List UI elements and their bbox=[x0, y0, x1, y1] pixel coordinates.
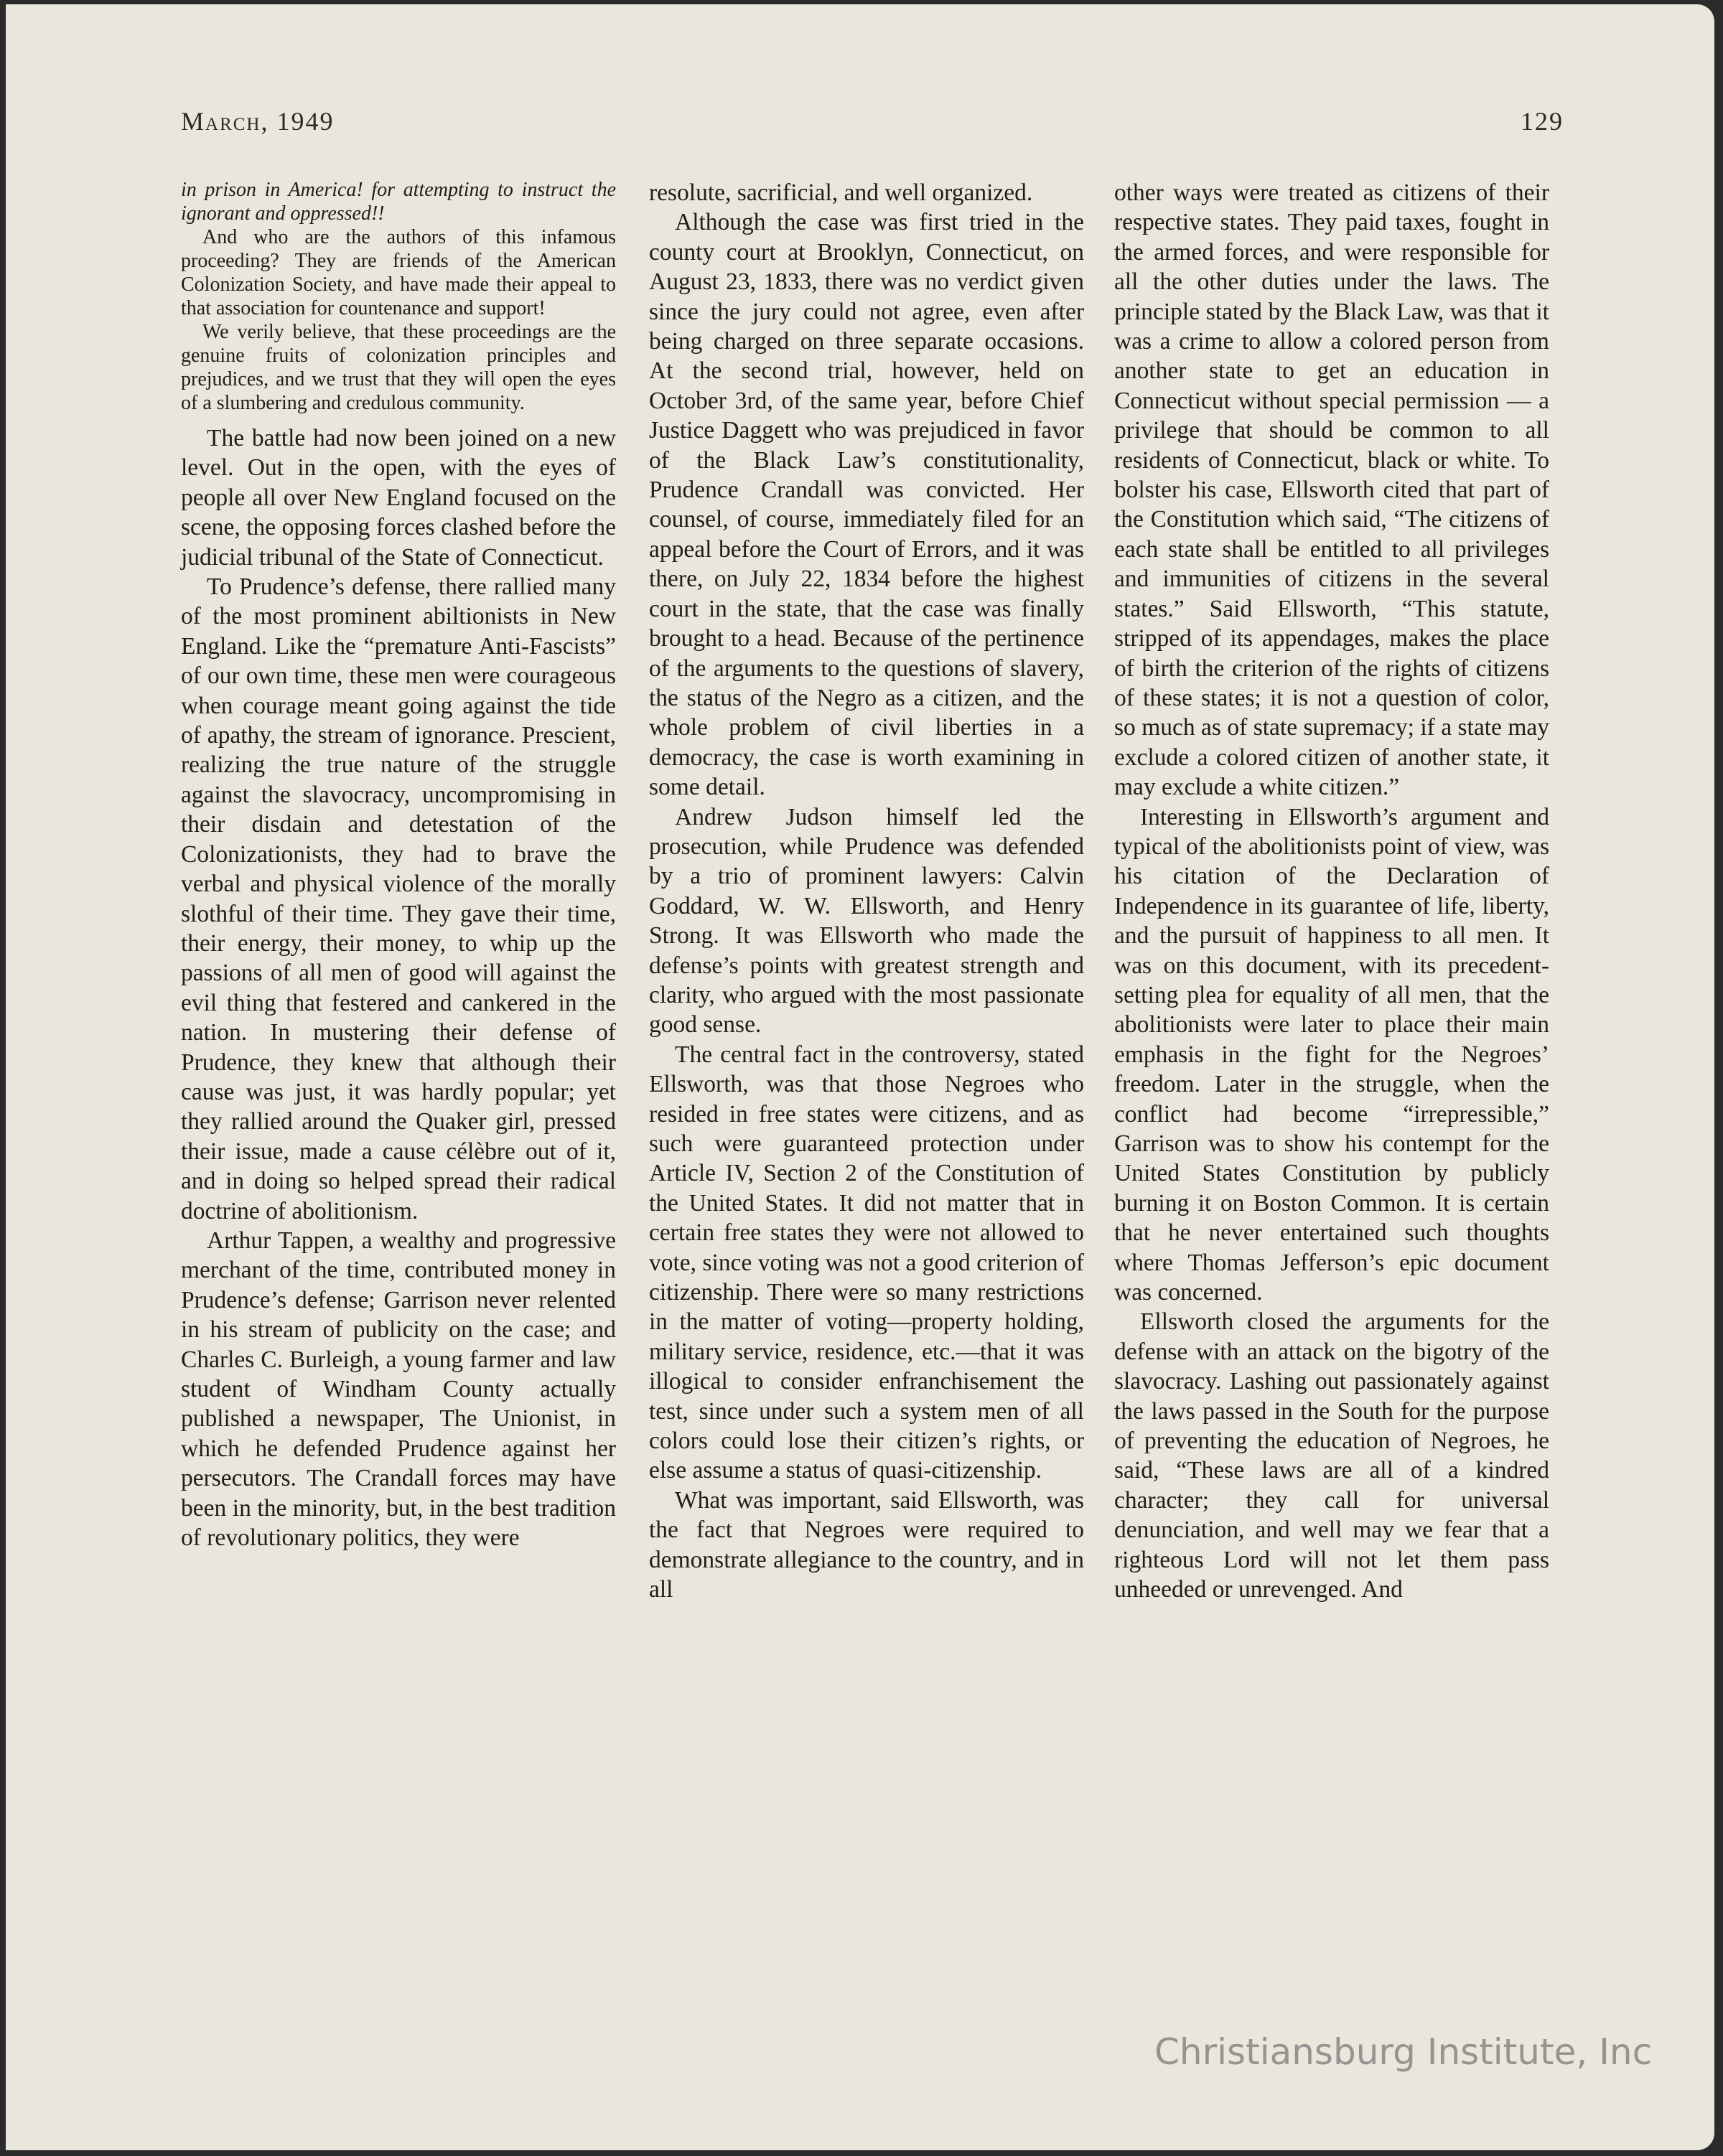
paragraph: Ellsworth closed the arguments for the defense with an attack on the bigotry of the slavocracy. Lashing out passionately against the laws passed in the South for the purpose of preventing the education of Negroes, he said, “These laws are all of a kindred character; they call for universal denunciation, and well may we fear that a righteous Lord will not let them pass unheeded or unrevenged. And bbox=[1114, 1308, 1549, 1603]
block-quote bbox=[181, 178, 616, 415]
paragraph: To Prudence’s defense, there rallied many of the most prominent abiltionists in New England. Like the “premature Anti-Fascists” of our own time, these men were courageous when courage meant going against the tide of apathy, the stream of ignorance. Prescient, realizing the true nature of the struggle against the slavocracy, uncompromising in their disdain and detestation of the Colonizationists, they had to brave the verbal and physical violence of the morally slothful of their time. They gave their time, their energy, their money, to whip up the passions of all men of good will against the evil thing that festered and cankered in the nation. In mustering their defense of Prudence, they knew that although their cause was just, it was hardly popular; yet they rallied around the Quaker girl, pressed their issue, made a cause célèbre out of it, and in doing so helped spread their radical doctrine of abolitionism. bbox=[181, 573, 616, 1224]
quote-paragraph: We verily believe, that these proceedings are the genuine fruits of colonization principles and prejudices, and we trust that they will open the eyes of a slumbering and credulous community. bbox=[181, 321, 616, 414]
paragraph: Andrew Judson himself led the prosecution, while Prudence was defended by a trio of prominent lawyers: Calvin Goddard, W. W. Ellsworth, and Henry Strong. It was Ellsworth who made the defense’s points with greatest strength and clarity, who argued with the most passionate good sense. bbox=[649, 803, 1084, 1039]
issue-date: March, 1949 bbox=[181, 107, 335, 136]
column-2 bbox=[649, 178, 1084, 1605]
column-1 bbox=[181, 178, 616, 1552]
column-3 bbox=[1114, 178, 1549, 1605]
quote-paragraph: in prison in America! for attempting to instruct the ignorant and oppressed!! bbox=[181, 179, 616, 225]
paragraph: The central fact in the controversy, stated Ellsworth, was that those Negroes who resided in free states were citizens, and as such were guaranteed protection under Article IV, Section 2 of the Constitution of the United States. It did not matter that in certain free states they were not allowed to vote, since voting was not a good criterion of citizenship. There were so many restrictions in the matter of voting—property holding, military service, residence, etc.—that it was illogical to consider enfranchisement the test, since under such a system men of all colors could lose their citizen’s rights, or else assume a status of quasi-citizenship. bbox=[649, 1041, 1084, 1484]
paragraph: other ways were treated as citizens of their respective states. They paid taxes, fought in the armed forces, and were responsible for all the other duties under the laws. The principle stated by the Black Law, was that it was a crime to allow a colored person from another state to get an education in Connecticut without special permission — a privilege that should be common to all residents of Connecticut, black or white. To bolster his case, Ellsworth cited that part of the Constitution which said, “The citizens of each state shall be entitled to all privileges and immunities of citizens in the several states.” Said Ellsworth, “This statute, stripped of its appendages, makes the place of birth the criterion of the rights of citizens of these states; it is not a question of color, so much as of state supremacy; if a state may exclude a colored citizen of another state, it may exclude a white citizen.” bbox=[1114, 179, 1549, 801]
watermark: Christiansburg Institute, Inc bbox=[1154, 2031, 1653, 2073]
paragraph: The battle had now been joined on a new level. Out in the open, with the eyes of people all over New England focused on the scene, the opposing forces clashed before the judicial tribunal of the State of Connecticut. bbox=[181, 425, 616, 571]
page-number: 129 bbox=[1521, 107, 1564, 136]
paragraph: What was important, said Ellsworth, was the fact that Negroes were required to demonstrate allegiance to the country, and in all bbox=[649, 1486, 1084, 1603]
paragraph: Arthur Tappen, a wealthy and progressive merchant of the time, contributed money in Prudence’s defense; Garrison never relented in his stream of publicity on the case; and Charles C. Burleigh, a young farmer and law student of Windham County actually published a newspaper, The Unionist, in which he defended Prudence against her persecutors. The Crandall forces may have been in the minority, but, in the best tradition of revolutionary politics, they were bbox=[181, 1227, 616, 1552]
paragraph: Although the case was first tried in the county court at Brooklyn, Connecticut, on August 23, 1833, there was no verdict given since the jury could not agree, even after being charged on three separate occasions. At the second trial, however, held on October 3rd, of the same year, before Chief Justice Daggett who was prejudiced in favor of the Black Law’s constitutionality, Prudence Crandall was convicted. Her counsel, of course, immediately filed for an appeal before the Court of Errors, and it was there, on July 22, 1834 before the highest court in the state, that the case was finally brought to a head. Because of the pertinence of the arguments to the questions of slavery, the status of the Negro as a citizen, and the whole problem of civil liberties in a democracy, the case is worth examining in some detail. bbox=[649, 209, 1084, 801]
page bbox=[6, 4, 1714, 2150]
paragraph: Interesting in Ellsworth’s argument and typical of the abolitionists point of view, was his citation of the Declaration of Independence in its guarantee of life, liberty, and the pursuit of happiness to all men. It was on this document, with its precedent-setting plea for equality of all men, that the abolitionists were later to place their main emphasis in the fight for the Negroes’ freedom. Later in the struggle, when the conflict had become “irrepressible,” Garrison was to show his contempt for the United States Constitution by publicly burning it on Boston Common. It is certain that he never entertained such thoughts where Thomas Jefferson’s epic document was concerned. bbox=[1114, 803, 1549, 1306]
quote-paragraph: And who are the authors of this infamous proceeding? They are friends of the American Colonization Society, and have made their appeal to that association for countenance and support! bbox=[181, 226, 616, 319]
paragraph: resolute, sacrificial, and well organized. bbox=[649, 179, 1033, 206]
